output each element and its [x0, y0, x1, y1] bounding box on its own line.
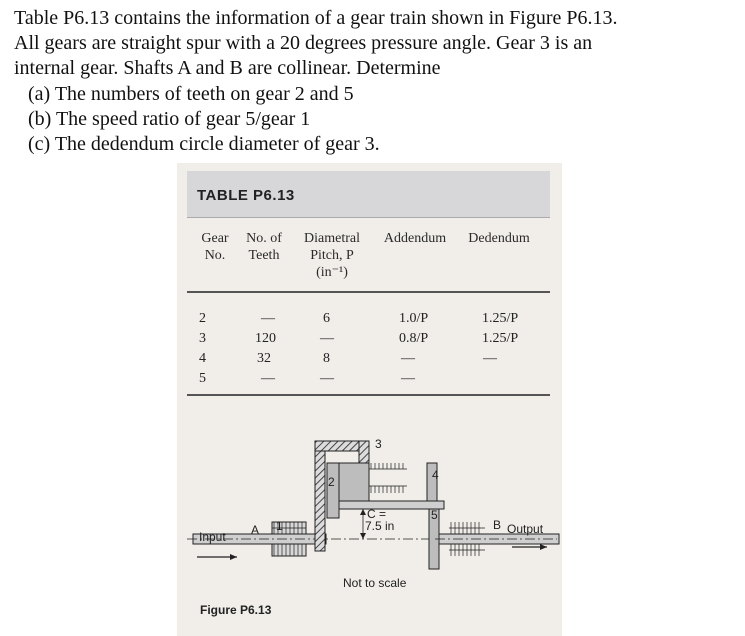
- gear-3-body: [339, 463, 369, 501]
- shaft-b-label: B: [493, 518, 502, 532]
- shaft-a-label: A: [251, 523, 260, 537]
- cell-gear: 4: [199, 351, 206, 366]
- col-header-pitch-line2: Pitch, P: [310, 248, 354, 263]
- gear-1-lower: [272, 544, 306, 556]
- gear-3-rim-side: [359, 441, 369, 463]
- input-label: Input: [199, 530, 226, 544]
- col-header-pitch-line3: (in⁻¹): [316, 265, 348, 280]
- cell-teeth: —: [261, 311, 275, 326]
- c-label: C =: [367, 507, 387, 521]
- cell-pitch: 8: [323, 351, 330, 366]
- textbook-photo: [177, 163, 562, 636]
- cell-addendum: 0.8/P: [399, 331, 429, 346]
- cell-dedendum: 1.25/P: [482, 311, 519, 326]
- gear-2: [327, 463, 339, 518]
- question-b: (b) The speed ratio of gear 5/gear 1: [28, 107, 311, 130]
- cell-gear: 5: [199, 371, 206, 386]
- gear-b-teeth-lower: [449, 544, 485, 556]
- col-header-addendum-line1: Addendum: [383, 231, 447, 246]
- gear-3-label: 3: [375, 437, 382, 451]
- problem-line-3: internal gear. Shafts A and B are collinear. Determine: [14, 57, 441, 80]
- gear-2-label: 2: [328, 475, 335, 489]
- c-arrow-bottom: [360, 533, 366, 539]
- col-header-teeth-line2: Teeth: [248, 248, 280, 263]
- cell-gear: 2: [199, 311, 206, 326]
- col-header-dedendum-line1: Dedendum: [468, 231, 530, 246]
- col-header-gear-no-line2: No.: [204, 248, 226, 263]
- gear-3-teeth: [369, 463, 407, 469]
- table-title: TABLE P6.13: [197, 187, 295, 204]
- gear-3-hub: [315, 441, 325, 551]
- col-header-pitch-line1: Diametral: [304, 231, 360, 246]
- problem-line-1: Table P6.13 contains the information of a gear train shown in Figure P6.13.: [14, 7, 618, 29]
- cell-pitch: 6: [323, 311, 330, 326]
- gear-3-rim-top: [315, 441, 359, 451]
- input-arrowhead: [230, 554, 237, 560]
- col-header-gear-no-line1: Gear: [201, 231, 229, 246]
- gear-train-figure: [177, 163, 562, 636]
- cell-teeth: —: [261, 371, 275, 386]
- gear-4-label: 4: [432, 468, 439, 482]
- output-label: Output: [507, 522, 544, 536]
- cell-pitch: —: [320, 331, 334, 346]
- gear-b-teeth: [449, 522, 485, 534]
- cell-addendum: 1.0/P: [399, 311, 429, 326]
- cell-gear: 3: [199, 331, 206, 346]
- c-value-label: 7.5 in: [365, 519, 395, 533]
- cell-teeth: 120: [255, 331, 276, 346]
- scale-note: Not to scale: [343, 576, 407, 590]
- question-c: (c) The dedendum circle diameter of gear 3.: [28, 133, 380, 156]
- countershaft: [339, 501, 444, 509]
- problem-statement: [14, 6, 739, 157]
- col-header-teeth-line1: No. of: [246, 231, 282, 246]
- cell-dedendum: —: [483, 351, 497, 366]
- gear-3-teeth-lower: [369, 486, 407, 493]
- problem-line-2: All gears are straight spur with a 20 degrees pressure angle. Gear 3 is an: [14, 32, 593, 55]
- gear-1-label: 1: [276, 519, 283, 533]
- cell-pitch: —: [320, 371, 334, 386]
- c-arrow-top: [360, 509, 366, 515]
- gear-5-label: 5: [431, 508, 438, 522]
- question-a: (a) The numbers of teeth on gear 2 and 5: [28, 82, 354, 105]
- cell-addendum: —: [401, 351, 415, 366]
- cell-addendum: —: [401, 371, 415, 386]
- cell-teeth: 32: [257, 351, 271, 366]
- output-arrowhead: [540, 544, 547, 550]
- cell-dedendum: 1.25/P: [482, 331, 519, 346]
- figure-caption: Figure P6.13: [200, 603, 272, 617]
